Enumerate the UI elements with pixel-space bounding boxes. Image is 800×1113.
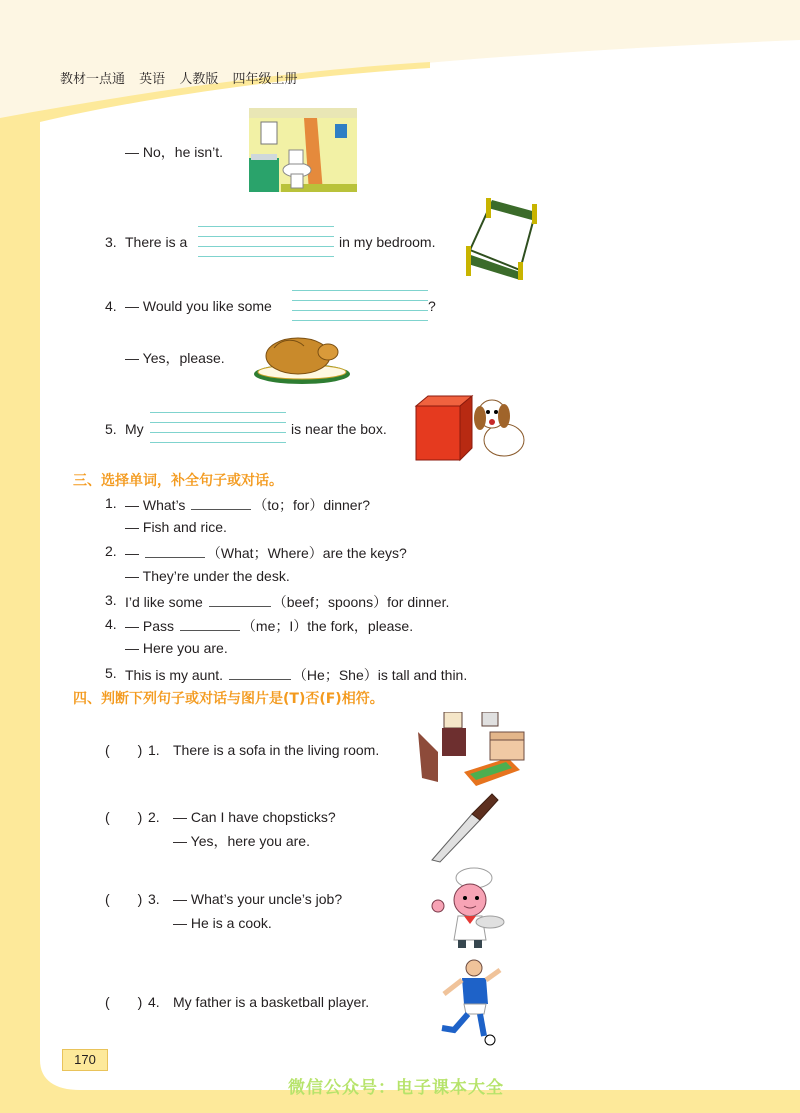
bed-illustration bbox=[462, 198, 540, 282]
p4-item2-bracket[interactable]: ( ) bbox=[105, 809, 143, 825]
p3-item2-suffix: （What；Where）are the keys? bbox=[206, 545, 407, 561]
p3-item2-reply: — They’re under the desk. bbox=[125, 568, 290, 584]
q4-answer: — Yes，please. bbox=[125, 350, 225, 366]
q3-prefix: There is a bbox=[125, 234, 188, 250]
p3-item3-suffix: （beef；spoons）for dinner. bbox=[272, 594, 450, 610]
p3-item3-number: 3. bbox=[105, 592, 117, 608]
p3-item2 bbox=[125, 543, 407, 561]
football-player-illustration bbox=[434, 956, 504, 1046]
p3-item4-prefix: — Pass bbox=[125, 618, 175, 634]
p4-item2-line2: — Yes，here you are. bbox=[173, 833, 310, 849]
roast-chicken-illustration bbox=[252, 330, 352, 386]
p3-item2-prefix: — bbox=[125, 545, 139, 561]
section-3-title: 三、选择单词，补全句子或对话。 bbox=[73, 473, 283, 489]
p4-item4-text: My father is a basketball player. bbox=[173, 994, 370, 1010]
p3-item3-blank[interactable] bbox=[209, 592, 271, 607]
p4-item2-line1: — Can I have chopsticks? bbox=[173, 809, 336, 825]
knife-illustration bbox=[428, 792, 500, 864]
p4-item4-number: 4. bbox=[148, 994, 160, 1010]
book-header bbox=[60, 68, 307, 87]
p3-item1-blank[interactable] bbox=[191, 495, 251, 510]
p3-item5-blank[interactable] bbox=[229, 665, 291, 680]
q3-answer-lines[interactable] bbox=[198, 226, 334, 258]
p3-item4-suffix: （me；I）the fork，please. bbox=[241, 618, 414, 634]
q4-suffix: ? bbox=[428, 298, 436, 314]
page-number: 170 bbox=[62, 1049, 108, 1071]
p3-item4 bbox=[125, 616, 413, 634]
p4-item3-number: 3. bbox=[148, 891, 160, 907]
p3-item1-reply: — Fish and rice. bbox=[125, 519, 227, 535]
p4-item3-line1: — What’s your uncle’s job? bbox=[173, 891, 343, 907]
header-grade: 四年级上册 bbox=[232, 72, 298, 87]
p3-item2-number: 2. bbox=[105, 543, 117, 559]
p4-item3-line2: — He is a cook. bbox=[173, 915, 272, 931]
p3-item3 bbox=[125, 592, 449, 610]
p4-item4-bracket[interactable]: ( ) bbox=[105, 994, 143, 1010]
q5-number: 5. bbox=[105, 421, 117, 437]
p4-item3-bracket[interactable]: ( ) bbox=[105, 891, 143, 907]
header-subject: 英语 bbox=[139, 72, 166, 87]
bathroom-illustration bbox=[249, 108, 357, 192]
q5-prefix: My bbox=[125, 421, 144, 437]
q3-suffix: in my bedroom. bbox=[339, 234, 436, 250]
p3-item5 bbox=[125, 665, 467, 683]
q5-answer-lines[interactable] bbox=[150, 412, 286, 444]
p3-item5-suffix: （He；She）is tall and thin. bbox=[292, 667, 468, 683]
p3-item4-reply: — Here you are. bbox=[125, 640, 228, 656]
cook-illustration bbox=[428, 866, 506, 952]
p3-item1-suffix: （to；for）dinner? bbox=[253, 497, 371, 513]
q4-number: 4. bbox=[105, 298, 117, 314]
p3-item1-number: 1. bbox=[105, 495, 117, 511]
box-and-dog-illustration bbox=[414, 392, 530, 464]
p4-item2-number: 2. bbox=[148, 809, 160, 825]
q4-prefix: — Would you like some bbox=[125, 298, 272, 314]
p4-item1-number: 1. bbox=[148, 742, 160, 758]
p4-item1-text: There is a sofa in the living room. bbox=[173, 742, 380, 758]
q5-suffix: is near the box. bbox=[291, 421, 387, 437]
living-room-illustration bbox=[416, 712, 526, 788]
header-book: 教材一点通 bbox=[60, 72, 126, 87]
p3-item4-blank[interactable] bbox=[180, 616, 240, 631]
p3-item1-prefix: — What’s bbox=[125, 497, 186, 513]
section-4-title: 四、判断下列句子或对话与图片是(T)否(F)相符。 bbox=[73, 691, 384, 707]
header-edition: 人教版 bbox=[179, 72, 219, 87]
p4-item1-bracket[interactable]: ( ) bbox=[105, 742, 143, 758]
p3-item5-number: 5. bbox=[105, 665, 117, 681]
p3-item4-number: 4. bbox=[105, 616, 117, 632]
q4-answer-lines[interactable] bbox=[292, 290, 428, 322]
p3-item1 bbox=[125, 495, 370, 513]
q3-number: 3. bbox=[105, 234, 117, 250]
prev-answer: — No，he isn’t. bbox=[125, 144, 224, 160]
p3-item3-prefix: I’d like some bbox=[125, 594, 203, 610]
p3-item5-prefix: This is my aunt. bbox=[125, 667, 224, 683]
footer-watermark: 微信公众号：电子课本大全 bbox=[288, 1078, 504, 1098]
p3-item2-blank[interactable] bbox=[145, 543, 205, 558]
